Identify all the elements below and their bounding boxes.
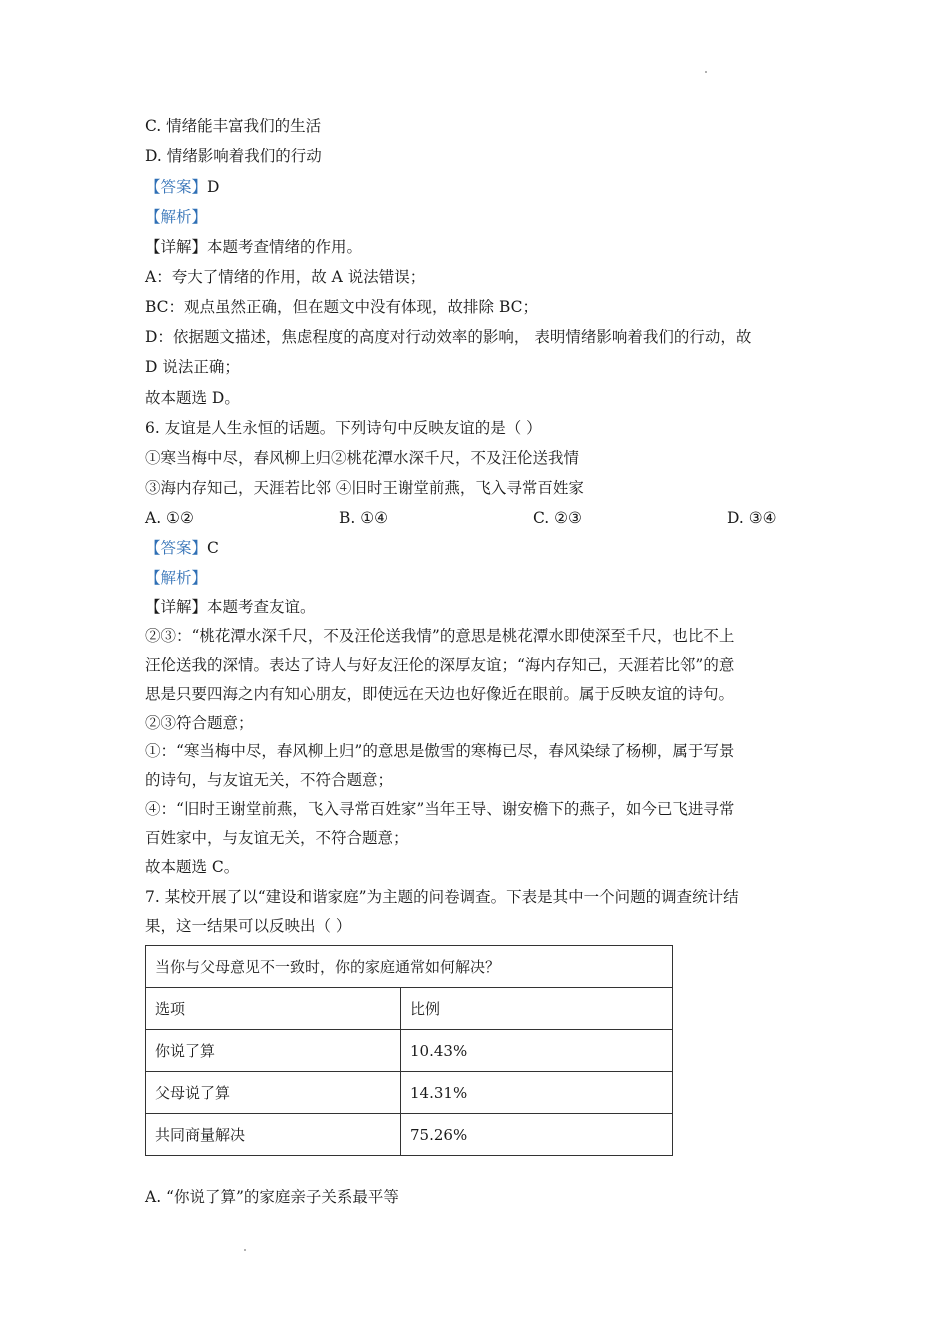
row-ratio: 10.43% — [401, 1030, 673, 1072]
row-option: 你说了算 — [146, 1030, 401, 1072]
q5-detail-line: A：夸大了情绪的作用，故 A 说法错误； — [145, 268, 426, 286]
answer-value: D — [207, 178, 220, 196]
q6-detail-line: 的诗句，与友谊无关，不符合题意； — [145, 771, 394, 789]
q6-poems-line: ③海内存知己，天涯若比邻 ④旧时王谢堂前燕，飞入寻常百姓家 — [145, 479, 584, 497]
table-row — [146, 1072, 673, 1114]
header-option: 选项 — [146, 988, 401, 1030]
q5-detail-line: D：依据题文描述，焦虑程度的高度对行动效率的影响， 表明情绪影响着我们的行动，故 — [145, 328, 752, 346]
q6-detail-line: 思是只要四海之内有知心朋友，即使远在天边也好像近在眼前。属于反映友谊的诗句。 — [145, 685, 735, 703]
q6-option-c: C. ②③ — [533, 509, 582, 527]
table-question: 当你与父母意见不一致时，你的家庭通常如何解决？ — [146, 946, 673, 988]
row-ratio: 14.31% — [401, 1072, 673, 1114]
table-header-row — [146, 988, 673, 1030]
q6-option-b: B. ①④ — [339, 509, 389, 527]
q6-option-a: A. ①② — [145, 509, 194, 527]
q5-detail-line: 【详解】本题考查情绪的作用。 — [145, 238, 363, 256]
q6-detail-line: 百姓家中，与友谊无关，不符合题意； — [145, 829, 409, 847]
q5-option-c: C. 情绪能丰富我们的生活 — [145, 117, 322, 135]
q6-detail-line: ②③：“桃花潭水深千尺，不及汪伦送我情”的意思是桃花潭水即使深至千尺，也比不上 — [145, 627, 735, 645]
answer-tag: 【答案】 — [145, 539, 208, 557]
header-ratio: 比例 — [401, 988, 673, 1030]
row-option: 共同商量解决 — [146, 1114, 401, 1156]
q6-answer-line — [145, 538, 219, 558]
q6-detail-line: ④：“旧时王谢堂前燕，飞入寻常百姓家”当年王导、谢安檐下的燕子，如今已飞进寻常 — [145, 800, 735, 818]
table-row — [146, 1030, 673, 1072]
scan-speck — [244, 1249, 246, 1251]
q5-option-d: D. 情绪影响着我们的行动 — [145, 147, 322, 165]
q5-answer-line — [145, 177, 219, 197]
q7-stem-line: 7. 某校开展了以“建设和谐家庭”为主题的问卷调查。下表是其中一个问题的调查统计结 — [145, 888, 739, 906]
row-ratio: 75.26% — [401, 1114, 673, 1156]
q7-option-a: A. “你说了算”的家庭亲子关系最平等 — [145, 1188, 399, 1206]
answer-tag: 【答案】 — [145, 178, 208, 196]
q6-detail-line: 【详解】本题考查友谊。 — [145, 598, 316, 616]
q6-detail-line: 故本题选 C。 — [145, 858, 240, 876]
q6-detail-line: ②③符合题意； — [145, 714, 254, 732]
q5-analysis-tag: 【解析】 — [145, 208, 208, 226]
q5-detail-line: 故本题选 D。 — [145, 389, 240, 407]
q6-poems-line: ①寒当梅中尽，春风柳上归②桃花潭水深千尺，不及汪伦送我情 — [145, 449, 580, 467]
table-row — [146, 1114, 673, 1156]
q6-analysis-tag: 【解析】 — [145, 569, 208, 587]
q6-option-d: D. ③④ — [727, 509, 777, 527]
q6-stem: 6. 友谊是人生永恒的话题。下列诗句中反映友谊的是（ ） — [145, 419, 542, 437]
q5-detail-line: BC：观点虽然正确，但在题文中没有体现，故排除 BC； — [145, 298, 539, 316]
scan-speck — [705, 71, 707, 73]
q6-detail-line: ①：“寒当梅中尽，春风柳上归”的意思是傲雪的寒梅已尽，春风染绿了杨柳，属于写景 — [145, 742, 735, 760]
q7-stem-line: 果，这一结果可以反映出（ ） — [145, 917, 352, 935]
answer-value: C — [207, 539, 219, 557]
q6-detail-line: 汪伦送我的深情。表达了诗人与好友汪伦的深厚友谊；“海内存知己，天涯若比邻”的意 — [145, 656, 735, 674]
table-title-row — [146, 946, 673, 988]
survey-table — [145, 945, 673, 1156]
q5-detail-line: D 说法正确； — [145, 358, 240, 376]
row-option: 父母说了算 — [146, 1072, 401, 1114]
